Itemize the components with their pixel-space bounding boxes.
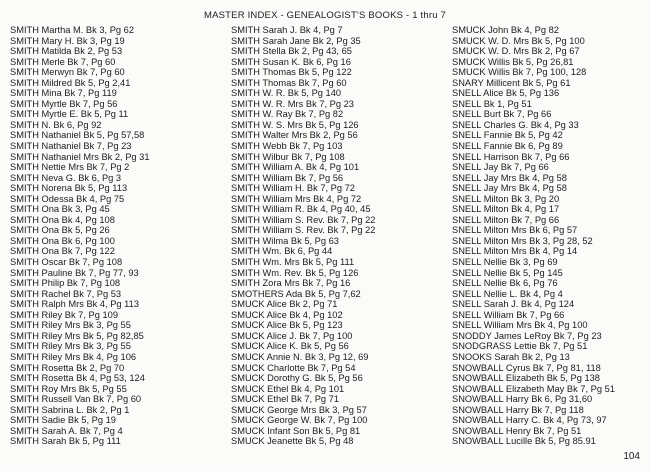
index-entry: SNELL Bk 1, Pg 51 <box>452 98 532 109</box>
index-entry: SNODDY James LeRoy Bk 7, Pg 23 <box>452 330 602 341</box>
index-entry: SMITH Riley Bk 7, Pg 109 <box>10 309 118 320</box>
index-entry: SMITH William Mrs Bk 4, Pg 72 <box>231 193 362 204</box>
index-entry: SMITH Riley Mrs Bk 5, Pg 82,85 <box>10 330 144 341</box>
index-entry: SNOWBALL Cyrus Bk 7, Pg 81, 118 <box>452 362 601 373</box>
index-entry: SMUCK George Mrs Bk 3, Pg 57 <box>231 404 367 415</box>
index-entry: SMITH Martha M. Bk 3, Pg 62 <box>10 25 134 35</box>
index-entry: SMITH Webb Bk 7, Pg 103 <box>231 141 343 152</box>
index-entry: SNELL Milton Mrs Bk 4, Pg 14 <box>452 246 578 257</box>
index-entry: SMITH Neva G. Bk 6, Pg 3 <box>10 172 122 183</box>
index-entry: SNOOKS Sarah Bk 2, Pg 13 <box>452 351 570 362</box>
index-entry: SNELL Milton Bk 3, Pg 20 <box>452 193 560 204</box>
index-entry: SMITH Ona Bk 3, Pg 45 <box>10 204 110 215</box>
index-entry: SMITH Odessa Bk 4, Pg 75 <box>10 193 125 204</box>
index-entry: SNOWBALL Elizabeth May Bk 7, Pg 51 <box>452 383 615 394</box>
index-entry: SNOWBALL Harry Bk 6, Pg 31,60 <box>452 394 593 405</box>
index-entry: SNELL Jay Mrs Bk 4, Pg 58 <box>452 183 567 194</box>
index-entry: SMUCK Alice Bk 4, Pg 102 <box>231 309 343 320</box>
index-entry: SMUCK Dorothy G. Bk 5, Pg 56 <box>231 373 363 384</box>
index-column-2 <box>231 25 375 447</box>
index-entry: SMITH Mildred Bk 5, Pg 2,41 <box>10 77 131 88</box>
index-entry: SMITH William Bk 7, Pg 56 <box>231 172 344 183</box>
index-entry: SMITH William S. Rev. Bk 7, Pg 22 <box>231 214 376 225</box>
index-entry: SNELL Jay Bk 7, Pg 66 <box>452 162 549 173</box>
index-entry: SMITH Walter Mrs Bk 2, Pg 56 <box>231 130 358 141</box>
index-entry: SMITH Myrtle E. Bk 5, Pg 11 <box>10 109 129 120</box>
index-entry: SMITH William A. Bk 4, Pg 101 <box>231 162 360 173</box>
index-entry: SMITH Susan K. Bk 6, Pg 16 <box>231 56 351 67</box>
index-entry: SMITH W. S. Mrs Bk 5, Pg 126 <box>231 119 359 130</box>
index-entry: SMITH Merwyn Bk 7, Pg 60 <box>10 67 125 78</box>
index-entry: SMITH Thomas Bk 7, Pg 60 <box>231 77 347 88</box>
index-entry: SMITH Wm. Bk 6, Pg 44 <box>231 246 333 257</box>
page-title: MASTER INDEX - GENEALOGIST'S BOOKS - 1 thru 7 <box>203 10 447 21</box>
index-entry: SMITH Stella Bk 2, Pg 43, 65 <box>231 46 352 57</box>
index-entry: SMITH Riley Mrs Bk 4, Pg 106 <box>10 351 137 362</box>
index-entry: SMITH Nathaniel Bk 5, Pg 57,58 <box>10 130 145 141</box>
index-entry: SMITH Rosetta Bk 2, Pg 70 <box>10 362 125 373</box>
index-entry: SNOWBALL Harry Bk 7, Pg 118 <box>452 404 584 415</box>
index-entry: SMUCK Infant Son Bk 5, Pg 81 <box>231 425 361 436</box>
index-entry: SNODGRASS Lettie Bk 7, Pg 51 <box>452 341 588 352</box>
index-entry: SNELL Milton Bk 4, Pg 17 <box>452 204 560 215</box>
index-entry: SNELL Nellie Bk 5, Pg 145 <box>452 267 563 278</box>
index-entry: SNELL Fannie Bk 6, Pg 89 <box>452 141 563 152</box>
index-entry: SMITH Pauline Bk 7, Pg 77, 93 <box>10 267 139 278</box>
index-entry: SNELL Burt Bk 7, Pg 66 <box>452 109 552 120</box>
index-entry: SNELL Alice Bk 5, Pg 136 <box>452 88 560 99</box>
index-entry: SNELL Milton Mrs Bk 6, Pg 57 <box>452 225 578 236</box>
index-entry: SNELL Nellie Bk 3, Pg 69 <box>452 257 558 268</box>
index-entry: SMITH Nathaniel Bk 7, Pg 23 <box>10 141 132 152</box>
index-entry: SMITH Matilda Bk 2, Pg 53 <box>10 46 123 57</box>
index-entry: SMITH Riley Mrs Bk 3, Pg 55 <box>10 320 131 331</box>
index-entry: SMITH Ona Bk 4, Pg 108 <box>10 214 115 225</box>
index-entry: SMITH William S. Rev. Bk 7, Pg 22 <box>231 225 376 236</box>
index-entry: SMUCK Willis Bk 5, Pg 26,81 <box>452 56 574 67</box>
index-entry: SMUCK Willis Bk 7, Pg 100, 128 <box>452 67 587 78</box>
index-entry: SMUCK W. D. Mrs Bk 2, Pg 67 <box>452 46 580 57</box>
index-entry: SMITH William R. Bk 4, Pg 40, 45 <box>231 204 371 215</box>
index-entry: SMITH Merle Bk 7, Pg 60 <box>10 56 116 67</box>
page-number: 104 <box>623 451 640 462</box>
index-entry: SMUCK Ethel Bk 4, Pg 101 <box>231 383 345 394</box>
index-entry: SMITH William H. Bk 7, Pg 72 <box>231 183 355 194</box>
index-entry: SNELL Nellie Bk 6, Pg 76 <box>452 278 558 289</box>
index-entry: SNOWBALL Henry Bk 7, Pg 51 <box>452 425 582 436</box>
index-entry: SMITH Rosetta Bk 4, Pg 53, 124 <box>10 373 145 384</box>
index-entry: SMITH Mina Bk 7, Pg 119 <box>10 88 117 99</box>
index-entry: SMITH Sabrina L. Bk 2, Pg 1 <box>10 404 130 415</box>
index-entry: SMITH Wilbur Bk 7, Pg 108 <box>231 151 345 162</box>
index-entry: SNELL Jay Mrs Bk 4, Pg 58 <box>452 172 567 183</box>
index-entry: SNELL Sarah J. Bk 4, Pg 124 <box>452 299 575 310</box>
index-entry: SMUCK Charlotte Bk 7, Pg 54 <box>231 362 356 373</box>
index-entry: SNELL Harrison Bk 7, Pg 66 <box>452 151 570 162</box>
index-entry: SMITH Sarah J. Bk 4, Pg 7 <box>231 25 343 35</box>
index-entry: SMITH Nathaniel Mrs Bk 2, Pg 31 <box>10 151 150 162</box>
index-entry: SMITH Wm. Mrs Bk 5, Pg 111 <box>231 257 355 268</box>
index-entry: SNOWBALL Harry C. Bk 4, Pg 73, 97 <box>452 415 607 426</box>
index-entry: SNELL Nellie L. Bk 4, Pg 4 <box>452 288 563 299</box>
index-entry: SNOWBALL Lucille Bk 5, Pg 85.91 <box>452 436 596 447</box>
index-entry: SMUCK John Bk 4, Pg 82 <box>452 25 559 35</box>
index-entry: SNELL Fannie Bk 5, Pg 42 <box>452 130 563 141</box>
index-entry: SMUCK Alice J. Bk 7, Pg 100 <box>231 330 353 341</box>
index-entry: SNELL Milton Bk 7, Pg 66 <box>452 214 560 225</box>
index-entry: SMITH Ona Bk 6, Pg 100 <box>10 235 115 246</box>
index-entry: SNARY Millicent Bk 5, Pg 61 <box>452 77 571 88</box>
index-entry: SMITH Ona Bk 5, Pg 26 <box>10 225 110 236</box>
index-entry: SMITH N. Bk 6, Pg 92 <box>10 119 102 130</box>
index-column-3 <box>452 25 615 447</box>
index-entry: SMUCK W. D. Mrs Bk 5, Pg 100 <box>452 35 585 46</box>
index-entry: SNELL William Mrs Bk 4, Pg 100 <box>452 320 588 331</box>
index-entry: SMITH Nettie Mrs Bk 7, Pg 2 <box>10 162 130 173</box>
index-entry: SMITH Ralph Mrs Bk 4, Pg 113 <box>10 299 139 310</box>
index-entry: SNELL William Bk 7, Pg 66 <box>452 309 565 320</box>
index-entry: SMUCK George W. Bk 7, Pg 100 <box>231 415 368 426</box>
index-entry: SMITH Russell Van Bk 7, Pg 60 <box>10 394 142 405</box>
index-entry: SMOTHERS Ada Bk 5, Pg 7,62 <box>231 288 361 299</box>
index-entry: SMUCK Alice Bk 2, Pg 71 <box>231 299 338 310</box>
index-entry: SMITH Riley Mrs Bk 3, Pg 55 <box>10 341 131 352</box>
index-entry: SMITH W. Ray Bk 7, Pg 82 <box>231 109 344 120</box>
index-entry: SMUCK Annie N. Bk 3, Pg 12, 69 <box>231 351 369 362</box>
index-entry: SMITH Wm. Rev. Bk 5, Pg 126 <box>231 267 359 278</box>
index-entry: SNELL Charles G. Bk 4, Pg 33 <box>452 119 579 130</box>
index-entry: SMITH Sarah Bk 5, Pg 111 <box>10 436 121 447</box>
index-entry: SMITH Zora Mrs Bk 7, Pg 16 <box>231 278 351 289</box>
index-entry: SMUCK Alice Bk 5, Pg 123 <box>231 320 343 331</box>
index-entry: SMITH Sarah A. Bk 7, Pg 4 <box>10 425 123 436</box>
index-entry: SMITH Sarah Jane Bk 2, Pg 35 <box>231 35 361 46</box>
index-entry: SMITH W. R. Bk 5, Pg 140 <box>231 88 342 99</box>
index-entry: SMITH W. R. Mrs Bk 7, Pg 23 <box>231 98 354 109</box>
index-entry: SMITH Rachel Bk 7, Pg 53 <box>10 288 122 299</box>
index-entry: SMUCK Alice K. Bk 5, Pg 56 <box>231 341 349 352</box>
index-entry: SMITH Mary H. Bk 3, Pg 19 <box>10 35 125 46</box>
index-entry: SMUCK Ethel Bk 7, Pg 71 <box>231 394 339 405</box>
index-entry: SMITH Philip Bk 7, Pg 108 <box>10 278 121 289</box>
index-column-1 <box>10 25 150 447</box>
index-entry: SMUCK Jeanette Bk 5, Pg 48 <box>231 436 354 447</box>
index-entry: SMITH Roy Mrs Bk 5, Pg 55 <box>10 383 127 394</box>
index-entry: SNELL Milton Mrs Bk 3, Pg 28, 52 <box>452 235 593 246</box>
index-entry: SMITH Thomas Bk 5, Pg 122 <box>231 67 352 78</box>
index-entry: SMITH Sadie Bk 5, Pg 19 <box>10 415 116 426</box>
index-entry: SMITH Norena Bk 5, Pg 113 <box>10 183 128 194</box>
index-entry: SMITH Wilma Bk 5, Pg 63 <box>231 235 339 246</box>
index-entry: SMITH Oscar Bk 7, Pg 108 <box>10 257 123 268</box>
index-entry: SNOWBALL Elizabeth Bk 5, Pg 138 <box>452 373 600 384</box>
index-entry: SMITH Myrtle Bk 7, Pg 56 <box>10 98 118 109</box>
index-entry: SMITH Ona Bk 7, Pg 122 <box>10 246 115 257</box>
